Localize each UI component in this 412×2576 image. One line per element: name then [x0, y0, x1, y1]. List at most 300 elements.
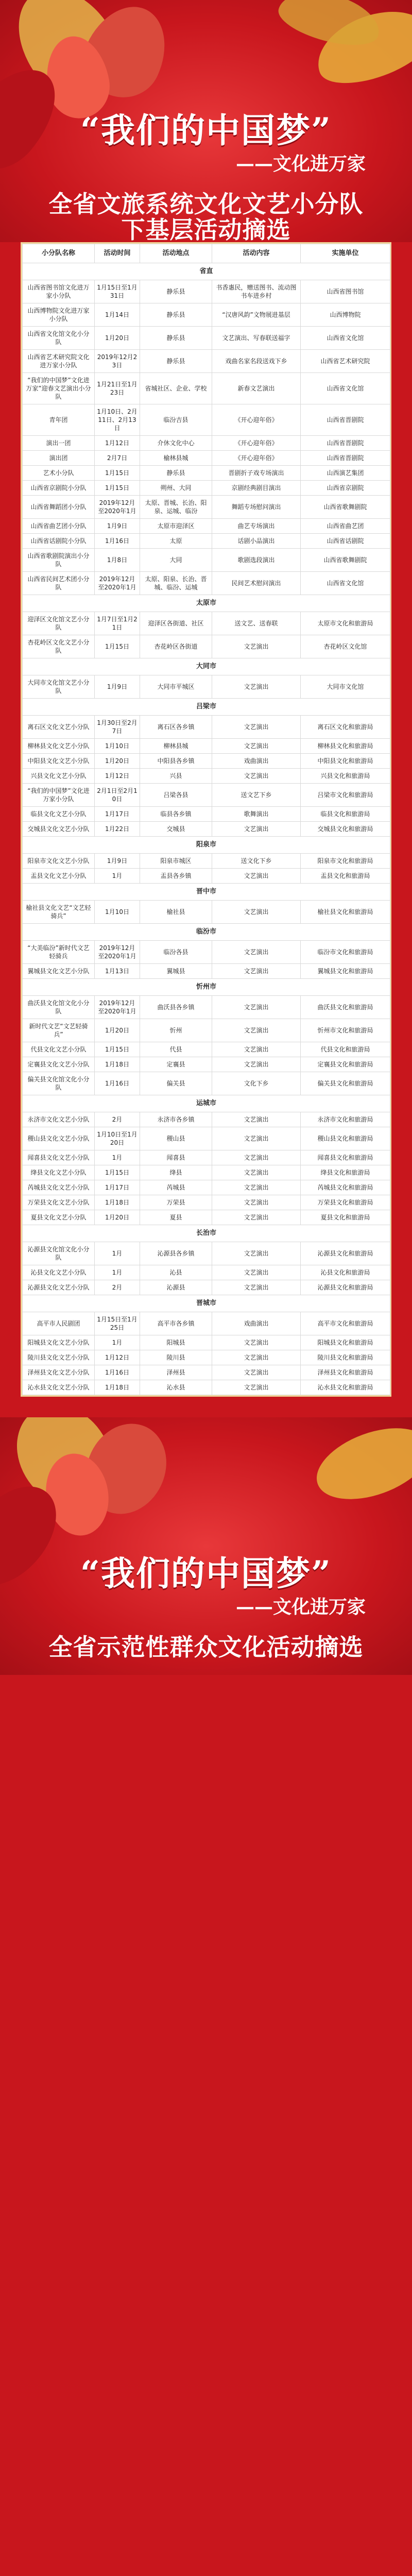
table-cell: 文艺演出: [212, 1042, 301, 1057]
section-row: [23, 699, 390, 716]
table-cell: 夏县: [140, 1210, 212, 1225]
table-cell: 1月17日: [95, 807, 140, 822]
table-header-row: [23, 244, 390, 263]
table-cell: 1月9日: [95, 854, 140, 869]
table-cell: 山西省艺术研究院: [301, 350, 390, 373]
table-cell: 《开心迎年俗》: [212, 451, 301, 466]
table-cell: 曲艺专场演出: [212, 519, 301, 534]
table-cell: 山西省晋剧院: [301, 436, 390, 451]
table-cell: 文艺演出: [212, 1265, 301, 1280]
table-cell: 演出团: [23, 451, 95, 466]
table-cell: 民间艺术慰问演出: [212, 572, 301, 595]
table-cell: 1月16日: [95, 1365, 140, 1380]
table-cell: 太原、晋城、长治、阳泉、运城、临汾: [140, 496, 212, 519]
table-cell: 沁源县文化和旅游局: [301, 1280, 390, 1295]
table-cell: 大同市文化馆文艺小分队: [23, 675, 95, 699]
table-row: [23, 1210, 390, 1225]
table-cell: 柳林县城: [140, 739, 212, 754]
section-row: [23, 1225, 390, 1242]
table-cell: 万荣县文化文艺小分队: [23, 1195, 95, 1210]
table-cell: 1月30日至2月7日: [95, 716, 140, 739]
table-cell: 翼城县文化和旅游局: [301, 964, 390, 979]
table-cell: 1月10日至1月20日: [95, 1127, 140, 1150]
table-cell: 送文艺下乡: [212, 784, 301, 807]
table-cell: 永济市各乡镇: [140, 1112, 212, 1127]
table-cell: 文艺演出: [212, 1210, 301, 1225]
table-cell: 文艺演出: [212, 1112, 301, 1127]
table-cell: 1月14日: [95, 303, 140, 327]
table-cell: 文艺演出: [212, 996, 301, 1019]
table-row: [23, 996, 390, 1019]
table-cell: 临县文化文艺小分队: [23, 807, 95, 822]
table-cell: 1月17日: [95, 1180, 140, 1195]
table-cell: 山西省京剧院: [301, 481, 390, 496]
column-header: 活动内容: [212, 244, 301, 263]
column-header: 活动时间: [95, 244, 140, 263]
table-cell: 山西省话剧院: [301, 534, 390, 549]
decor-petal: [307, 1417, 412, 1513]
section-title: 晋中市: [23, 884, 390, 901]
table-cell: 芮城县文化文艺小分队: [23, 1180, 95, 1195]
table-cell: 高平市各乡镇: [140, 1312, 212, 1335]
table-cell: 1月7日至1月21日: [95, 612, 140, 635]
table-cell: 榆林县城: [140, 451, 212, 466]
section-title: 阳泉市: [23, 837, 390, 854]
table-cell: 榆社县文化和旅游局: [301, 901, 390, 924]
table-cell: 1月: [95, 869, 140, 884]
table-cell: 文艺演出: [212, 901, 301, 924]
table-cell: 太原市迎泽区: [140, 519, 212, 534]
section-row: [23, 1295, 390, 1312]
table-cell: 文艺演出: [212, 822, 301, 837]
table-row: [23, 1042, 390, 1057]
table-cell: 文艺演出: [212, 1057, 301, 1072]
table-cell: 榆社县文化文艺“文艺轻骑兵”: [23, 901, 95, 924]
table-cell: 山西省晋剧院: [301, 451, 390, 466]
table-row: [23, 1312, 390, 1335]
table-row: [23, 769, 390, 784]
table-row: [23, 481, 390, 496]
table-row: [23, 534, 390, 549]
table-cell: 文艺演出: [212, 675, 301, 699]
table-row: [23, 1165, 390, 1180]
table-cell: 舞蹈专场慰问演出: [212, 496, 301, 519]
table-cell: 1月16日: [95, 1072, 140, 1095]
table-cell: 1月15日至1月31日: [95, 280, 140, 303]
table-cell: 中阳县文化和旅游局: [301, 754, 390, 769]
table-cell: 戏曲演出: [212, 754, 301, 769]
table-cell: 戏曲演出: [212, 1312, 301, 1335]
table-cell: 1月10日: [95, 901, 140, 924]
table-cell: 绛县: [140, 1165, 212, 1180]
activity-table: [22, 244, 390, 1395]
table-row: [23, 1365, 390, 1380]
table-cell: 陵川县文化和旅游局: [301, 1350, 390, 1365]
table-cell: 送文艺、送春联: [212, 612, 301, 635]
table-cell: 闻喜县文化和旅游局: [301, 1150, 390, 1165]
table-cell: 交城县: [140, 822, 212, 837]
table-cell: 吕梁各县: [140, 784, 212, 807]
table-cell: 迎泽区各街道、社区: [140, 612, 212, 635]
table-cell: 稷山县: [140, 1127, 212, 1150]
table-cell: 山西省歌舞剧院: [301, 549, 390, 572]
table-cell: 1月: [95, 1335, 140, 1350]
table-row: [23, 1265, 390, 1280]
table-cell: 山西省文化馆: [301, 373, 390, 404]
table-row: [23, 807, 390, 822]
table-cell: 陵川县: [140, 1350, 212, 1365]
table-row: [23, 1057, 390, 1072]
section-title: 临汾市: [23, 924, 390, 941]
table-cell: 沁县: [140, 1265, 212, 1280]
table-cell: 新时代文艺“文艺轻骑兵”: [23, 1019, 95, 1042]
table-cell: 文艺演出: [212, 1280, 301, 1295]
table-cell: 盂县文化文艺小分队: [23, 869, 95, 884]
table-cell: 文艺演出: [212, 739, 301, 754]
section-row: [23, 924, 390, 941]
table-cell: 1月12日: [95, 769, 140, 784]
section-row: [23, 658, 390, 675]
footer-subtitle: ——文化进万家: [235, 1596, 366, 1618]
table-cell: 文艺演出: [212, 1195, 301, 1210]
table-cell: 1月15日: [95, 635, 140, 658]
table-cell: 代县文化文艺小分队: [23, 1042, 95, 1057]
table-cell: 介休文化中心: [140, 436, 212, 451]
table-cell: 朔州、大同: [140, 481, 212, 496]
table-cell: 2019年12月至2020年1月: [95, 941, 140, 964]
table-cell: 翼城县文化文艺小分队: [23, 964, 95, 979]
banner-title: “我们的中国梦”: [80, 110, 332, 150]
table-cell: 稷山县文化文艺小分队: [23, 1127, 95, 1150]
table-cell: 山西省话剧院小分队: [23, 534, 95, 549]
table-cell: 话剧小品演出: [212, 534, 301, 549]
table-row: [23, 675, 390, 699]
table-cell: 送文化下乡: [212, 854, 301, 869]
section-title: 大同市: [23, 658, 390, 675]
table-cell: “我们的中国梦”文化进万家”迎春文艺演出小分队: [23, 373, 95, 404]
table-cell: 1月15日: [95, 481, 140, 496]
table-cell: 离石区文化文艺小分队: [23, 716, 95, 739]
table-cell: 绛县文化文艺小分队: [23, 1165, 95, 1180]
column-header: 活动地点: [140, 244, 212, 263]
table-row: [23, 373, 390, 404]
table-cell: 1月12日: [95, 436, 140, 451]
table-cell: 2月1日至2月10日: [95, 784, 140, 807]
table-cell: 1月: [95, 1242, 140, 1265]
table-cell: 高平市文化和旅游局: [301, 1312, 390, 1335]
table-cell: 万荣县: [140, 1195, 212, 1210]
table-row: [23, 1350, 390, 1365]
table-row: [23, 404, 390, 436]
table-cell: 1月9日: [95, 519, 140, 534]
table-row: [23, 1195, 390, 1210]
section-title: 忻州市: [23, 979, 390, 996]
table-cell: 泽州县文化文艺小分队: [23, 1365, 95, 1380]
table-cell: 稷山县文化和旅游局: [301, 1127, 390, 1150]
table-cell: 山西省歌剧院演出小分队: [23, 549, 95, 572]
section-title: 长治市: [23, 1225, 390, 1242]
table-cell: 1月: [95, 1150, 140, 1165]
table-cell: 山西省艺术研究院文化进万家小分队: [23, 350, 95, 373]
table-cell: 1月15日: [95, 1165, 140, 1180]
column-header: 小分队名称: [23, 244, 95, 263]
table-cell: 山西省曲艺团: [301, 519, 390, 534]
table-cell: 榆社县: [140, 901, 212, 924]
table-cell: 杏花岭区各街道: [140, 635, 212, 658]
table-cell: 《开心迎年俗》: [212, 404, 301, 436]
spacer: [0, 1397, 412, 1417]
table-cell: 偏关县: [140, 1072, 212, 1095]
table-cell: 阳泉市文化和旅游局: [301, 854, 390, 869]
table-cell: 忻州市文化和旅游局: [301, 1019, 390, 1042]
table-cell: 文艺演出: [212, 1165, 301, 1180]
table-cell: 静乐县: [140, 466, 212, 481]
table-cell: 文艺演出: [212, 1380, 301, 1395]
table-cell: 山西省京剧院小分队: [23, 481, 95, 496]
footer-title: “我们的中国梦”: [80, 1553, 332, 1594]
table-cell: 泽州县文化和旅游局: [301, 1365, 390, 1380]
table-cell: 静乐县: [140, 327, 212, 350]
table-row: [23, 1280, 390, 1295]
table-cell: 1月22日: [95, 822, 140, 837]
table-cell: 省城社区、企业、学校: [140, 373, 212, 404]
banner-line-2: 下基层活动摘选: [121, 216, 291, 242]
table-cell: 《开心迎年俗》: [212, 436, 301, 451]
table-cell: 离石区各乡镇: [140, 716, 212, 739]
table-row: [23, 1242, 390, 1265]
table-cell: 永济市文化和旅游局: [301, 1112, 390, 1127]
table-cell: 书香惠民，赠送图书、流动图书车进乡村: [212, 280, 301, 303]
table-cell: 临汾各县: [140, 941, 212, 964]
table-row: [23, 280, 390, 303]
table-cell: 山西省曲艺团小分队: [23, 519, 95, 534]
table-cell: 定襄县文化和旅游局: [301, 1057, 390, 1072]
table-cell: 交城县文化和旅游局: [301, 822, 390, 837]
table-cell: 临汾市文化和旅游局: [301, 941, 390, 964]
table-cell: 夏县文化和旅游局: [301, 1210, 390, 1225]
table-cell: 山西省晋剧院: [301, 404, 390, 436]
top-banner: [0, 0, 412, 242]
table-cell: 闻喜县文化文艺小分队: [23, 1150, 95, 1165]
section-row: [23, 837, 390, 854]
table-cell: 山西省图书馆: [301, 280, 390, 303]
table-cell: 文艺演出: [212, 1150, 301, 1165]
section-row: [23, 263, 390, 280]
table-cell: 偏关县文化馆文化小分队: [23, 1072, 95, 1095]
table-row: [23, 822, 390, 837]
table-row: [23, 350, 390, 373]
table-row: [23, 1019, 390, 1042]
table-cell: 泽州县: [140, 1365, 212, 1380]
table-cell: 文艺演出: [212, 769, 301, 784]
table-cell: 1月8日: [95, 549, 140, 572]
table-cell: 1月13日: [95, 964, 140, 979]
table-cell: 沁源县各乡镇: [140, 1242, 212, 1265]
table-cell: 歌剧选段演出: [212, 549, 301, 572]
table-row: [23, 901, 390, 924]
table-cell: 翼城县: [140, 964, 212, 979]
table-cell: 沁源县文化和旅游局: [301, 1242, 390, 1265]
table-cell: 山西省歌舞剧院: [301, 496, 390, 519]
table-cell: 大同市文化馆: [301, 675, 390, 699]
table-cell: 文艺演出: [212, 941, 301, 964]
table-cell: 山西省民间艺术团小分队: [23, 572, 95, 595]
column-header: 实施单位: [301, 244, 390, 263]
table-cell: 青年团: [23, 404, 95, 436]
table-cell: 杏花岭区文化馆: [301, 635, 390, 658]
table-row: [23, 612, 390, 635]
table-cell: 兴县文化文艺小分队: [23, 769, 95, 784]
table-cell: 艺术小分队: [23, 466, 95, 481]
table-cell: 阳城县文化和旅游局: [301, 1335, 390, 1350]
table-cell: 山西省文化馆: [301, 327, 390, 350]
table-cell: 静乐县: [140, 280, 212, 303]
table-cell: 柳林县文化文艺小分队: [23, 739, 95, 754]
table-cell: 2019年12月至2020年1月: [95, 996, 140, 1019]
section-title: 太原市: [23, 595, 390, 612]
table-cell: 代县文化和旅游局: [301, 1042, 390, 1057]
table-cell: 1月9日: [95, 675, 140, 699]
table-row: [23, 1127, 390, 1150]
table-cell: 阳城县文化文艺小分队: [23, 1335, 95, 1350]
table-cell: 芮城县文化和旅游局: [301, 1180, 390, 1195]
table-row: [23, 549, 390, 572]
table-row: [23, 303, 390, 327]
table-cell: 文艺演出、写春联送福字: [212, 327, 301, 350]
table-cell: 1月20日: [95, 1210, 140, 1225]
table-cell: 临县文化和旅游局: [301, 807, 390, 822]
table-cell: 1月20日: [95, 327, 140, 350]
table-cell: 太原市文化和旅游局: [301, 612, 390, 635]
table-row: [23, 519, 390, 534]
table-cell: 戏曲名家名段送戏下乡: [212, 350, 301, 373]
table-row: [23, 1072, 390, 1095]
table-cell: 沁县文化文艺小分队: [23, 1265, 95, 1280]
table-cell: 文艺演出: [212, 1127, 301, 1150]
table-cell: 芮城县: [140, 1180, 212, 1195]
table-cell: 闻喜县: [140, 1150, 212, 1165]
table-cell: 沁水县: [140, 1380, 212, 1395]
table-cell: 山西博物院: [301, 303, 390, 327]
table-cell: 歌舞演出: [212, 807, 301, 822]
table-cell: 1月: [95, 1265, 140, 1280]
table-cell: 1月21日至1月23日: [95, 373, 140, 404]
table-cell: 静乐县: [140, 350, 212, 373]
table-cell: 山西博物院文化进万家小分队: [23, 303, 95, 327]
table-row: [23, 854, 390, 869]
table-row: [23, 1150, 390, 1165]
table-cell: 兴县文化和旅游局: [301, 769, 390, 784]
table-cell: 兴县: [140, 769, 212, 784]
table-cell: 山西省图书馆文化进万家小分队: [23, 280, 95, 303]
table-cell: 定襄县文化文艺小分队: [23, 1057, 95, 1072]
table-row: [23, 869, 390, 884]
table-cell: 2019年12月至2020年1月: [95, 496, 140, 519]
table-row: [23, 784, 390, 807]
table-cell: 山西省舞蹈团小分队: [23, 496, 95, 519]
table-cell: 阳城县: [140, 1335, 212, 1350]
table-cell: 1月18日: [95, 1057, 140, 1072]
table-cell: 大同: [140, 549, 212, 572]
table-cell: 柳林县文化和旅游局: [301, 739, 390, 754]
table-row: [23, 635, 390, 658]
table-cell: “我们的中国梦”文化进万家小分队: [23, 784, 95, 807]
table-row: [23, 496, 390, 519]
table-cell: 2月: [95, 1280, 140, 1295]
section-row: [23, 884, 390, 901]
table-cell: 忻州: [140, 1019, 212, 1042]
table-cell: 文艺演出: [212, 1350, 301, 1365]
table-cell: 太原、阳泉、长治、晋城、临汾、运城: [140, 572, 212, 595]
section-title: 吕梁市: [23, 699, 390, 716]
section-row: [23, 979, 390, 996]
activity-table-card: [21, 242, 391, 1397]
table-row: [23, 716, 390, 739]
table-cell: 绛县文化和旅游局: [301, 1165, 390, 1180]
table-cell: 晋剧折子戏专场演出: [212, 466, 301, 481]
table-cell: 偏关县文化和旅游局: [301, 1072, 390, 1095]
table-cell: 1月12日: [95, 1350, 140, 1365]
table-cell: 文艺演出: [212, 1242, 301, 1265]
bottom-banner: [0, 1417, 412, 1675]
table-cell: 文艺演出: [212, 635, 301, 658]
table-cell: 1月18日: [95, 1380, 140, 1395]
table-cell: 文艺演出: [212, 1335, 301, 1350]
table-cell: 交城县文化文艺小分队: [23, 822, 95, 837]
table-row: [23, 436, 390, 451]
table-cell: 山西演艺集团: [301, 466, 390, 481]
table-cell: 1月10日、2月11日、2月13日: [95, 404, 140, 436]
table-cell: 曲沃县文化馆文化小分队: [23, 996, 95, 1019]
table-cell: 2月: [95, 1112, 140, 1127]
table-cell: 沁源县文化文艺小分队: [23, 1280, 95, 1295]
table-cell: 文化下乡: [212, 1072, 301, 1095]
table-row: [23, 1335, 390, 1350]
footer-line-1: 全省示范性群众文化活动摘选: [48, 1633, 364, 1661]
table-cell: 临县各乡镇: [140, 807, 212, 822]
section-title: 晋城市: [23, 1295, 390, 1312]
table-cell: 演出一团: [23, 436, 95, 451]
table-cell: 代县: [140, 1042, 212, 1057]
table-cell: 曲沃县各乡镇: [140, 996, 212, 1019]
table-cell: 沁源县: [140, 1280, 212, 1295]
table-cell: 夏县文化文艺小分队: [23, 1210, 95, 1225]
table-row: [23, 1180, 390, 1195]
table-cell: 太原: [140, 534, 212, 549]
table-cell: 文艺演出: [212, 1365, 301, 1380]
table-cell: “汉唐风韵”文物展进基层: [212, 303, 301, 327]
section-row: [23, 1095, 390, 1112]
table-row: [23, 964, 390, 979]
table-cell: 文艺演出: [212, 869, 301, 884]
table-body: [23, 263, 390, 1395]
table-cell: 盂县各乡镇: [140, 869, 212, 884]
table-cell: 临汾吉县: [140, 404, 212, 436]
table-cell: 2019年12月23日: [95, 350, 140, 373]
section-row: [23, 595, 390, 612]
table-row: [23, 941, 390, 964]
table-cell: 定襄县: [140, 1057, 212, 1072]
table-cell: 1月20日: [95, 1019, 140, 1042]
table-cell: 沁水县文化和旅游局: [301, 1380, 390, 1395]
table-cell: 新春文艺演出: [212, 373, 301, 404]
table-cell: 静乐县: [140, 303, 212, 327]
table-cell: 万荣县文化和旅游局: [301, 1195, 390, 1210]
table-cell: 山西省文化馆: [301, 572, 390, 595]
table-cell: 2019年12月至2020年1月: [95, 572, 140, 595]
table-cell: 1月10日: [95, 739, 140, 754]
table-cell: 杏花岭区文化文艺小分队: [23, 635, 95, 658]
